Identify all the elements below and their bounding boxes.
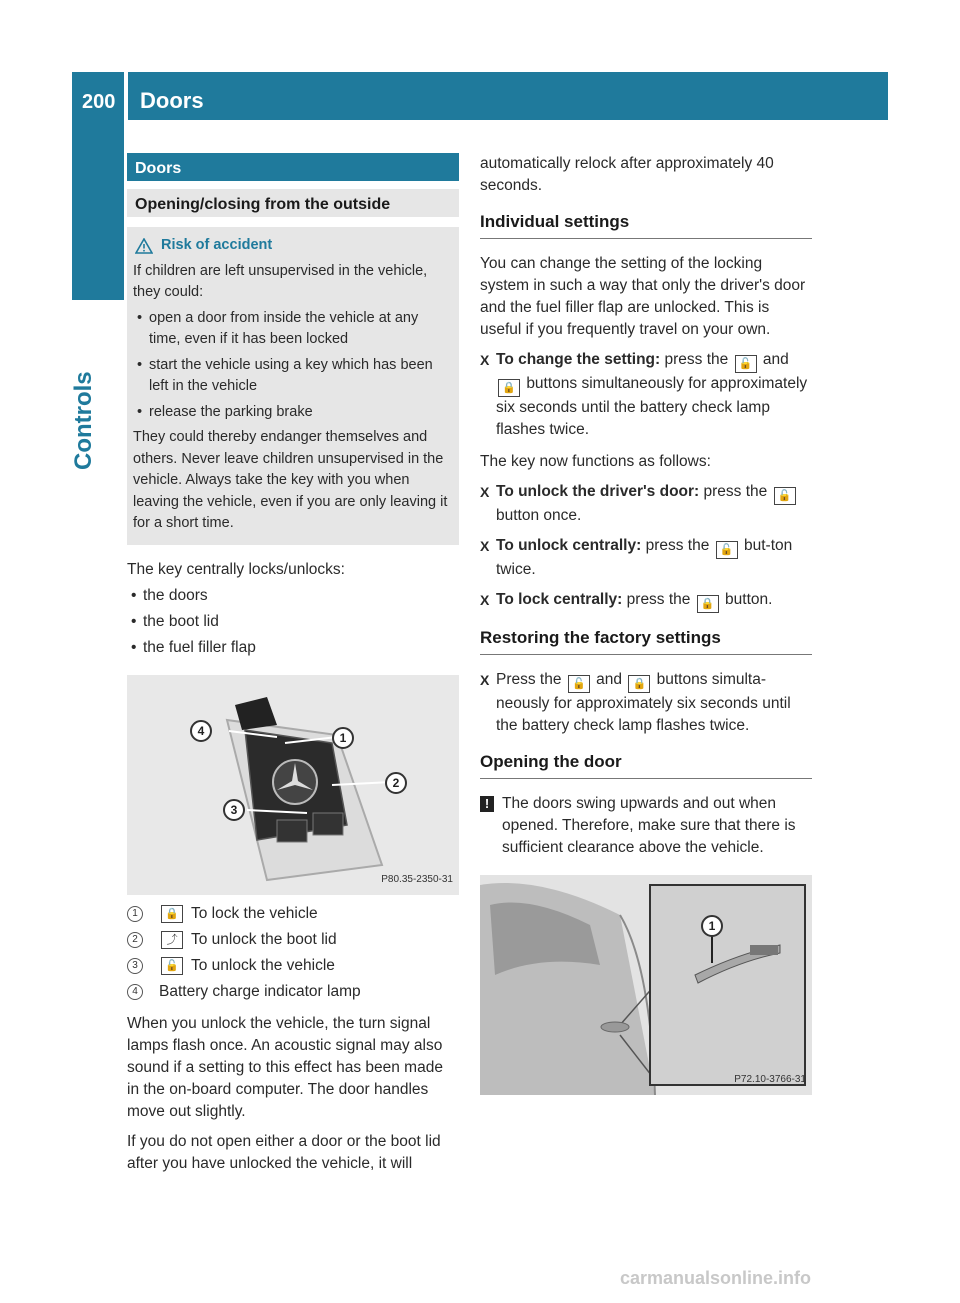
instruction-step <box>480 669 812 737</box>
list-item: • the boot lid <box>127 611 459 633</box>
instruction-step <box>480 349 812 441</box>
left-column <box>127 153 459 1175</box>
legend-number: 1 <box>127 906 143 922</box>
warning-outro: They could thereby endanger themselves and others. Never leave children unsupervised in the vehicle. Always take the key with you when leaving the vehicle, even if you are only leaving it for a short time. <box>133 429 448 531</box>
unlock-icon: 🔓 <box>716 541 738 559</box>
list-item: • start the vehicle using a key which has been left in the vehicle <box>133 355 453 398</box>
warning-box <box>127 227 459 545</box>
legend-row <box>127 955 459 977</box>
right-column <box>480 153 812 1095</box>
figure-code: P80.35-2350-31 <box>381 873 453 885</box>
step-text: button. <box>725 591 773 608</box>
instruction-step <box>480 481 812 527</box>
step-label: To lock centrally: <box>496 591 623 608</box>
legend-text: To lock the vehicle <box>191 904 318 922</box>
heading-restoring-factory-settings: Restoring the factory settings <box>480 627 812 655</box>
legend-text: Battery charge indicator lamp <box>159 982 361 1000</box>
step-text: press the <box>626 591 691 608</box>
callout-2: 2 <box>385 772 407 794</box>
figure-code: P72.10-3766-31 <box>734 1074 806 1085</box>
list-item: • the doors <box>127 585 459 607</box>
heading-individual-settings: Individual settings <box>480 211 812 239</box>
side-tab <box>72 120 124 300</box>
step-text: press the <box>645 537 710 554</box>
instruction-step <box>480 589 812 613</box>
header-divider <box>124 72 128 120</box>
notice-box <box>480 793 812 859</box>
lock-icon: 🔒 <box>498 379 520 397</box>
legend-number: 2 <box>127 932 143 948</box>
warning-intro: If children are left unsupervised in the vehicle, they could: <box>133 262 428 300</box>
exclamation-icon: ! <box>480 796 494 812</box>
callout-1: 1 <box>701 915 723 937</box>
paragraph: The key now functions as follows: <box>480 453 711 470</box>
legend-row <box>127 929 459 951</box>
warning-list <box>133 308 453 424</box>
list-item: • open a door from inside the vehicle at any time, even if it has been locked <box>133 308 453 351</box>
warning-triangle-icon <box>135 238 153 254</box>
step-text: button once. <box>496 507 582 524</box>
watermark: carmanualsonline.info <box>620 1268 812 1288</box>
legend-number: 4 <box>127 984 143 1000</box>
step-text: press the <box>703 483 768 500</box>
page-number: 200 <box>82 91 116 113</box>
paragraph: When you unlock the vehicle, the turn signal lamps flash once. An acoustic signal may also sound if a setting to this effect has been made in the on-board computer. The door handles move out slightly. <box>127 1014 443 1120</box>
unlock-icon: 🔓 <box>568 675 590 693</box>
step-text: buttons simulta-neously for approximately six seconds until the battery check lamp flashes twice. <box>496 671 791 734</box>
legend-row <box>127 981 459 1003</box>
subsection-heading: Opening/closing from the outside <box>127 189 459 217</box>
lock-icon: 🔒 <box>697 595 719 613</box>
paragraph: You can change the setting of the locking system in such a way that only the driver's door and the fuel filler flap are unlocked. This is useful if you frequently travel on your own. <box>480 255 806 338</box>
page-title: Doors <box>140 88 204 113</box>
paragraph: automatically relock after approximately 40 seconds. <box>480 155 774 194</box>
list-item: • release the parking brake <box>133 402 453 424</box>
step-text: and <box>596 671 622 688</box>
step-arrow-icon: X <box>480 352 490 368</box>
unlock-icon: 🔓 <box>735 355 757 373</box>
figure-legend <box>127 903 459 1003</box>
legend-text: To unlock the boot lid <box>191 930 337 948</box>
step-arrow-icon: X <box>480 672 490 688</box>
step-text: but-ton twice. <box>496 537 793 578</box>
key-illustration <box>127 675 459 895</box>
step-arrow-icon: X <box>480 484 490 500</box>
step-label: To unlock centrally: <box>496 537 642 554</box>
boot-icon: ⤴ <box>161 931 183 949</box>
callout-3: 3 <box>223 799 245 821</box>
door-figure <box>480 875 812 1095</box>
step-arrow-icon: X <box>480 538 490 554</box>
key-list <box>127 585 459 659</box>
notice-text: The doors swing upwards and out when opened. Therefore, make sure that there is sufficient clearance above the vehicle. <box>502 795 796 856</box>
lock-icon: 🔒 <box>161 905 183 923</box>
list-item: • the fuel filler flap <box>127 637 459 659</box>
step-text: and <box>762 351 789 368</box>
chapter-label: Controls <box>70 371 97 470</box>
step-text: buttons simultaneously for approximately six seconds until the battery check lamp flashes twice. <box>496 375 808 438</box>
section-heading: Doors <box>127 153 459 181</box>
step-text: Press the <box>496 671 562 688</box>
warning-head <box>133 235 453 257</box>
callout-1: 1 <box>332 727 354 749</box>
paragraph: If you do not open either a door or the boot lid after you have unlocked the vehicle, it will <box>127 1132 441 1172</box>
legend-number: 3 <box>127 958 143 974</box>
step-text: press the <box>664 351 729 368</box>
key-intro: The key centrally locks/unlocks: <box>127 560 345 578</box>
legend-text: To unlock the vehicle <box>191 956 335 974</box>
callout-4: 4 <box>190 720 212 742</box>
unlock-icon: 🔓 <box>774 487 796 505</box>
step-arrow-icon: X <box>480 592 490 608</box>
step-label: To unlock the driver's door: <box>496 483 700 500</box>
warning-title: Risk of accident <box>161 237 273 253</box>
instruction-step <box>480 535 812 581</box>
door-illustration <box>480 875 812 1095</box>
heading-opening-the-door: Opening the door <box>480 751 812 779</box>
unlock-icon: 🔓 <box>161 957 183 975</box>
legend-row <box>127 903 459 925</box>
lock-icon: 🔒 <box>628 675 650 693</box>
key-figure <box>127 675 459 895</box>
step-label: To change the setting: <box>496 351 661 368</box>
